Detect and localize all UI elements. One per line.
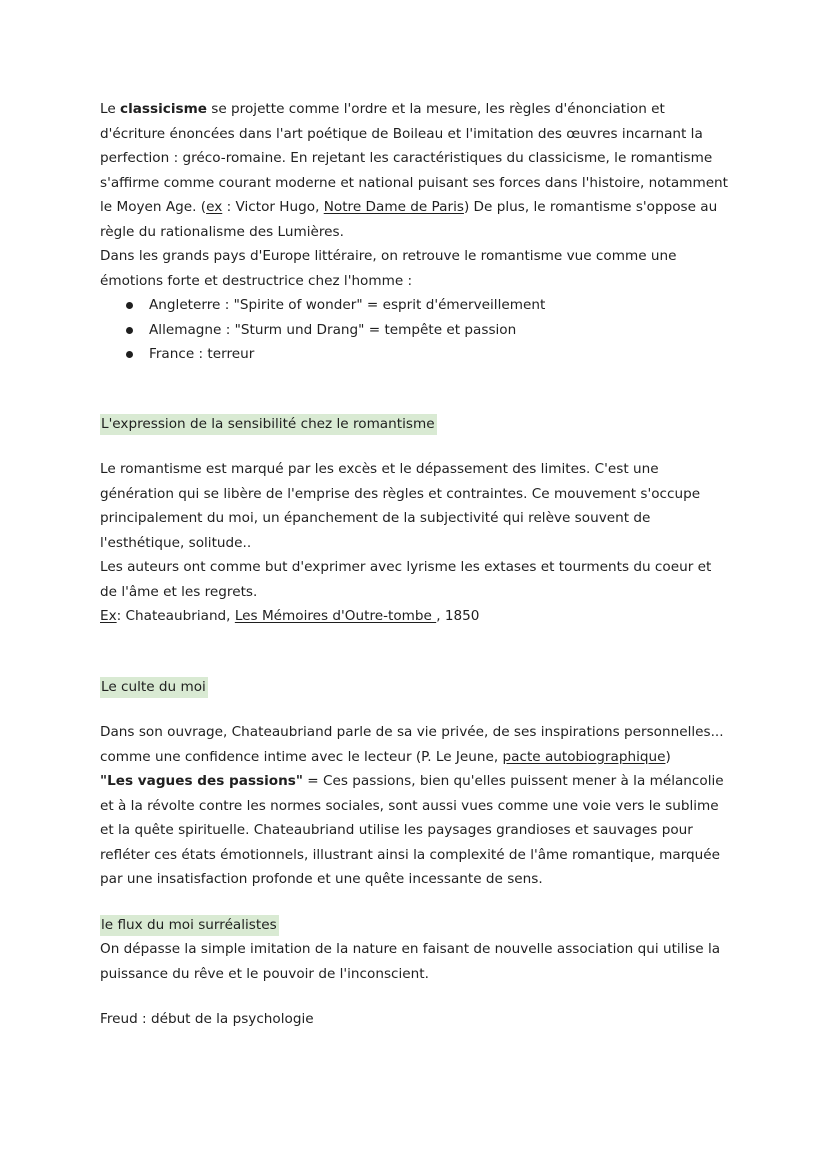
countries-list xyxy=(100,293,730,367)
work-title-notre-dame: Notre Dame de Paris xyxy=(323,199,464,215)
term-vagues-des-passions: "Les vagues des passions" xyxy=(100,773,303,789)
list-item: France : terreur xyxy=(126,342,730,367)
list-item: Allemagne : "Sturm und Drang" = tempête et passion xyxy=(126,318,730,343)
surrealistes-paragraph: On dépasse la simple imitation de la nature en faisant de nouvelle association qui utilise la puissance du rêve et le pouvoir de l'inconscient. xyxy=(100,941,721,982)
sensibilite-paragraph: Le romantisme est marqué par les excès et le dépassement des limites. C'est une génération qui se libère de l'emprise des règles et contraintes. Ce mouvement s'occupe principalement du moi, un épanchement de la subjectivité qui relève souvent de l'esthétique, solitude.. xyxy=(100,461,701,551)
work-title-memoires: Les Mémoires d'Outre-tombe xyxy=(234,608,437,624)
term-classicisme: classicisme xyxy=(120,101,207,117)
list-item: Angleterre : "Spirite of wonder" = esprit d'émerveillement xyxy=(126,293,730,318)
document-body xyxy=(100,97,730,1032)
freud-line: Freud : début de la psychologie xyxy=(100,1011,314,1027)
pacte-autobiographique-link: pacte autobiographique xyxy=(502,748,666,765)
intro-paragraph-2: Dans les grands pays d'Europe littéraire, on retrouve le romantisme vue comme une émotions forte et destructrice chez l'homme : xyxy=(100,248,677,289)
intro-paragraph: Le classicisme se projette comme l'ordre et la mesure, les règles d'énonciation et d'écriture énoncées dans l'art poétique de Boileau et l'imitation des œuvres incarnant la perfection : gréco-romaine. En rejetant les caractéristiques du classicisme, le romantisme s'affirme comme courant moderne et national puisant ses forces dans l'histoire, notamment le Moyen Age. (ex : Victor Hugo, Notre Dame de Paris) De plus, le romantisme s'oppose au règle du rationalisme des Lumières. xyxy=(100,101,729,240)
ex-abbrev: ex xyxy=(206,199,223,215)
section-heading-culte-du-moi: Le culte du moi xyxy=(100,677,208,698)
ex-label: Ex xyxy=(100,608,117,624)
section-heading-surrealistes: le flux du moi surréalistes xyxy=(100,915,279,936)
vagues-paragraph: "Les vagues des passions" = Ces passions, bien qu'elles puissent mener à la mélancolie et à la révolte contre les normes sociales, sont aussi vues comme une voie vers le sublime et la quête spirituelle. Chateaubriand utilise les paysages grandioses et sauvages pour refléter ces états émotionnels, illustrant ainsi la complexité de l'âme romantique, marquée par une insatisfaction profonde et une quête incessante de sens. xyxy=(100,773,724,887)
example-line: Ex: Chateaubriand, Les Mémoires d'Outre-tombe , 1850 xyxy=(100,608,480,624)
section-heading-sensibilite: L'expression de la sensibilité chez le romantisme xyxy=(100,414,437,435)
culte-paragraph: Dans son ouvrage, Chateaubriand parle de sa vie privée, de ses inspirations personnelles... comme une confidence intime avec le lecteur (P. Le Jeune, pacte autobiographique) xyxy=(100,724,724,765)
sensibilite-paragraph-2: Les auteurs ont comme but d'exprimer avec lyrisme les extases et tourments du coeur et de l'âme et les regrets. xyxy=(100,559,712,600)
